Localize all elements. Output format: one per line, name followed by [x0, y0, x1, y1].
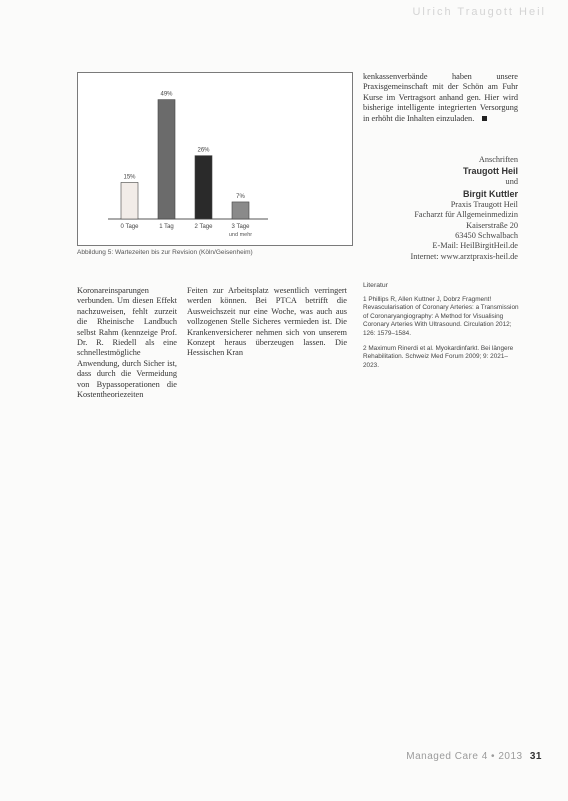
references — [363, 282, 521, 376]
x-tick-label: 1 Tag — [159, 224, 174, 230]
data-label: 26% — [197, 147, 210, 154]
address-line: Kaiserstraße 20 — [466, 220, 518, 230]
page-number: 31 — [529, 751, 542, 762]
body-column-1 — [77, 286, 177, 400]
website-line: Internet: www.arztpraxis-heil.de — [410, 251, 518, 261]
bar-2-tage — [195, 156, 212, 219]
data-label: 7% — [236, 193, 245, 200]
body-column-2 — [187, 286, 347, 359]
bar-3-tage-und-mehr — [232, 202, 249, 219]
bar-0-tage — [121, 182, 138, 219]
bar-1-tag — [158, 100, 175, 219]
end-of-article-mark — [482, 116, 487, 121]
body-paragraph: kenkassenverbände haben unsere Praxisgemeinschaft mit der Schön am Fuhr Kurse im Vertragsort anhand gen. Hier wird bisherige intelligente integrierten Versorgung in erhöht die Inhalten einzuladen. — [363, 72, 518, 123]
bar-chart — [77, 72, 353, 246]
reference-item: 1 Phillips R, Allen Kuttner J, Dobrz Fragment! Revascularisation of Coronary Arteries: a Transmission of Coronaryangiography: A Method for Visualising Coronary Arteries With Ultrasound. Circulation 2012; 126: 1579–1584. — [363, 295, 519, 337]
chart-caption: Abbildung 5: Wartezeiten bis zur Revision (Köln/Geisenheim) — [77, 249, 253, 256]
chart-svg — [78, 73, 352, 245]
author-name: Traugott Heil — [462, 166, 518, 177]
issue-number: 4 • 2013 — [481, 751, 523, 762]
address-line: Praxis Traugott Heil — [450, 199, 518, 209]
authors-label: Anschriften — [478, 155, 518, 164]
address-line: 63450 Schwalbach — [455, 231, 518, 241]
x-tick-label: 2 Tage — [194, 224, 213, 230]
data-label: 15% — [123, 174, 136, 181]
email-line: E-Mail: HeilBirgitHeil.de — [432, 241, 518, 251]
authors-conjunction: und — [505, 177, 518, 187]
page-footer — [406, 751, 542, 762]
author-name: Birgit Kuttler — [463, 188, 518, 199]
x-tick-label: 0 Tage — [120, 224, 139, 230]
body-column-3 — [363, 72, 518, 124]
x-tick-label: 3 Tage — [231, 224, 250, 230]
reference-item: 2 Maximum Rinerdi et al. Myokardinfarkt. Bei längere Rehabilitation. Schweiz Med Forum 2009; 9: 2021–2023. — [363, 344, 514, 369]
journal-name: Managed Care — [406, 751, 479, 762]
body-paragraph: Koronareinsparungen verbunden. Um diesen Effekt nachzuweisen, fehlt zurzeit die Rheinische Landbuch selbst Rahm (kennzeige Prof. Dr. R. Riedell als eine schnellestmögliche Anwendung, durch Sicher ist, dass durch die Vermeidung von Bypassoperationen die Kostentheoriezeiten — [77, 286, 177, 400]
x-tick-label: und mehr — [228, 232, 253, 238]
data-label: 49% — [160, 91, 173, 98]
author-address-block — [363, 155, 518, 262]
references-heading: Literatur — [363, 282, 388, 289]
body-paragraph: Feiten zur Arbeitsplatz wesentlich verringert werden können. Bei PTCA betrifft die Ausweichszeit nur eine Woche, was auch aus vollzogenen Stelle Sicheres vermieden ist. Die Krankenversicherer nehmen sich von unserem Konzept heraus überzeugen lassen. Die Hessischen Kran — [187, 286, 347, 358]
running-head: Ulrich Traugott Heil — [412, 6, 546, 18]
address-line: Facharzt für Allgemeinmedizin — [414, 210, 518, 220]
